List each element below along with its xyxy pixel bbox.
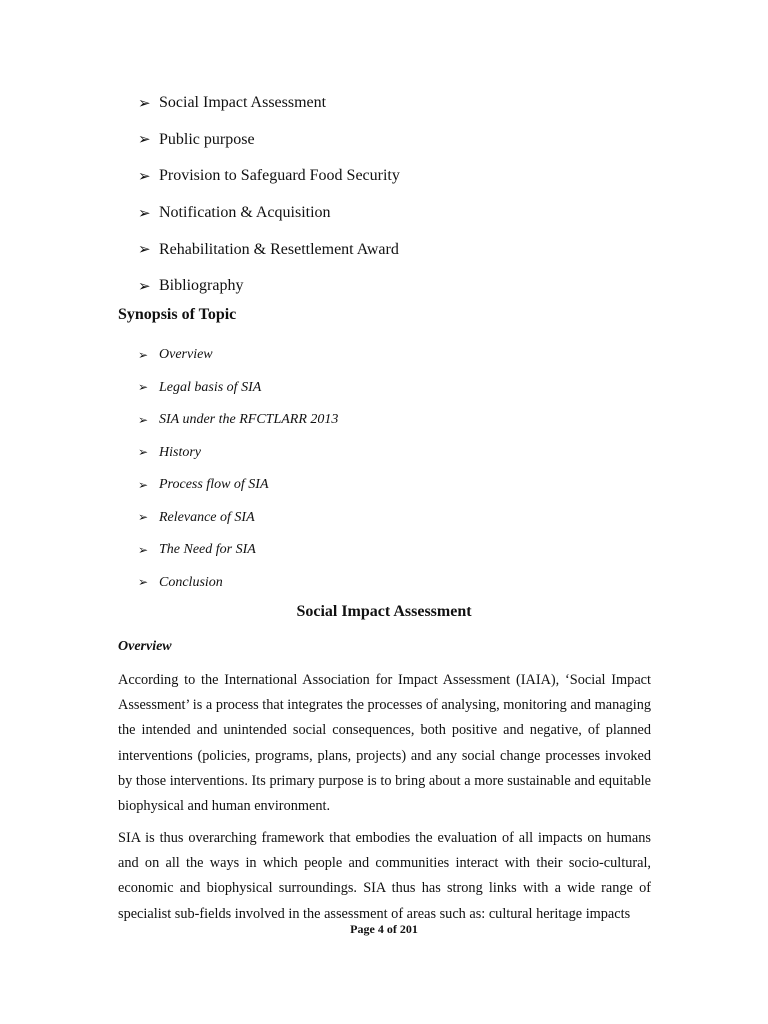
section-subtitle: Overview xyxy=(118,639,172,654)
arrow-bullet-icon: ➢ xyxy=(138,412,149,427)
synopsis-list-item: ➢ SIA under the RFCTLARR 2013 xyxy=(138,412,339,428)
synopsis-list-item: ➢ The Need for SIA xyxy=(138,542,256,558)
synopsis-list xyxy=(138,339,338,599)
arrow-bullet-icon: ➢ xyxy=(138,380,149,395)
synopsis-list-item: ➢ Conclusion xyxy=(138,574,223,590)
page-number: Page 4 of 201 xyxy=(350,922,418,936)
synopsis-heading: Synopsis of Topic xyxy=(118,306,237,323)
synopsis-list-item: ➢ Process flow of SIA xyxy=(138,477,269,493)
synopsis-list-item: ➢ History xyxy=(138,444,201,460)
arrow-bullet-icon: ➢ xyxy=(138,347,149,362)
arrow-bullet-icon: ➢ xyxy=(138,205,151,222)
arrow-bullet-icon: ➢ xyxy=(138,95,151,112)
section-title: Social Impact Assessment xyxy=(296,603,472,620)
arrow-bullet-icon: ➢ xyxy=(138,278,151,295)
body-paragraph: SIA is thus overarching framework that embodies the evaluation of all impacts on humans and on all the ways in which people and communities interact with their socio-cultural, economic and biophysical surroundings. SIA thus has strong links with a wide range of specialist sub-fields involved in the assessment of areas such as: cultural heritage impacts xyxy=(118,830,651,922)
synopsis-list-item: ➢ Overview xyxy=(138,347,213,363)
topic-list-item: ➢ Rehabilitation & Resettlement Award xyxy=(138,240,399,259)
arrow-bullet-icon: ➢ xyxy=(138,168,151,185)
topic-list xyxy=(138,85,400,305)
arrow-bullet-icon: ➢ xyxy=(138,132,151,149)
synopsis-list-item: ➢ Legal basis of SIA xyxy=(138,379,262,395)
arrow-bullet-icon: ➢ xyxy=(138,575,149,590)
arrow-bullet-icon: ➢ xyxy=(138,510,149,525)
topic-list-item: ➢ Bibliography xyxy=(138,277,244,295)
arrow-bullet-icon: ➢ xyxy=(138,542,149,557)
topic-list-item: ➢ Social Impact Assessment xyxy=(138,94,327,112)
topic-list-item: ➢ Public purpose xyxy=(138,130,255,149)
arrow-bullet-icon: ➢ xyxy=(138,242,151,259)
arrow-bullet-icon: ➢ xyxy=(138,477,149,492)
topic-list-item: ➢ Provision to Safeguard Food Security xyxy=(138,167,400,185)
synopsis-list-item: ➢ Relevance of SIA xyxy=(138,509,255,525)
topic-list-item: ➢ Notification & Acquisition xyxy=(138,204,331,222)
body-paragraph: According to the International Association for Impact Assessment (IAIA), ‘Social Impact Assessment’ is a process that integrates the processes of analysing, monitoring and managing the intended and unintended social consequences, both positive and negative, of planned interventions (policies, programs, plans, projects) and any social change processes invoked by those interventions. Its primary purpose is to bring about a more sustainable and equitable biophysical and human environment. xyxy=(118,672,651,815)
arrow-bullet-icon: ➢ xyxy=(138,445,149,460)
